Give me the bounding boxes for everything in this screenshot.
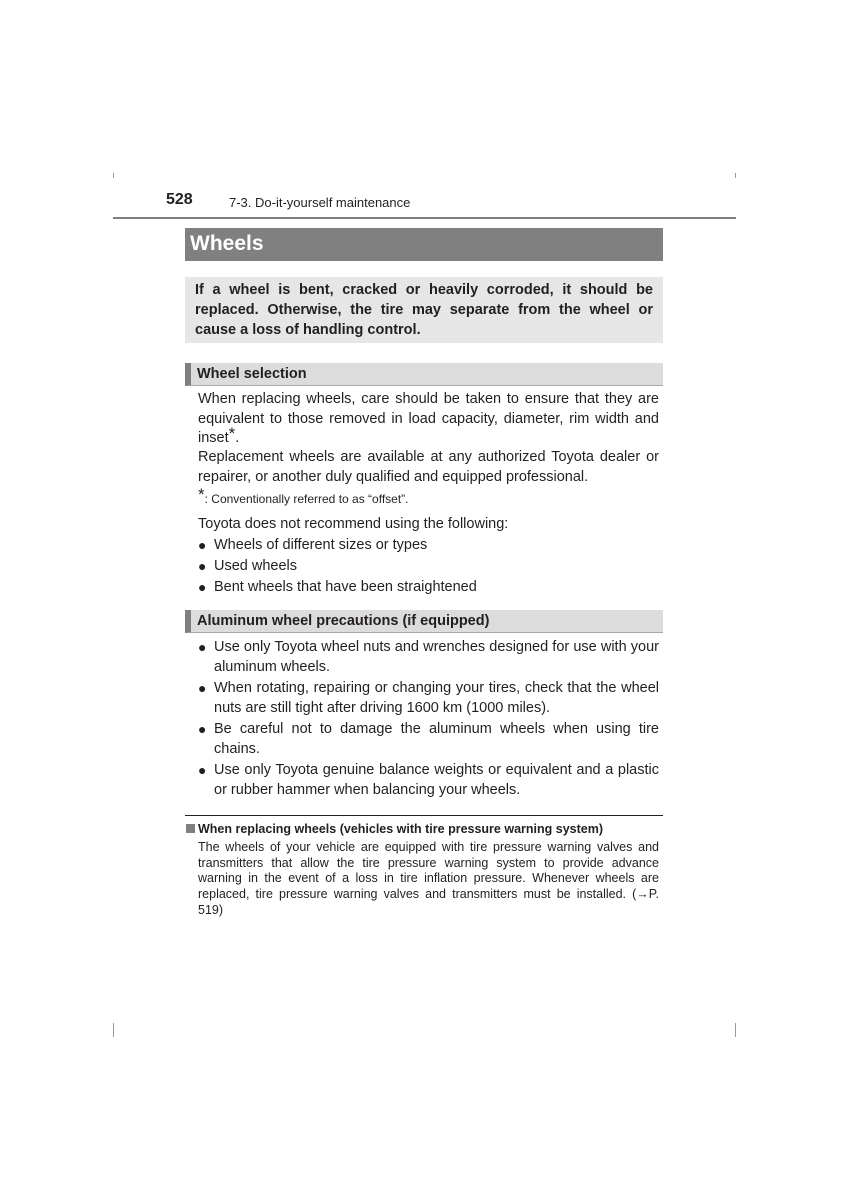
bullet-icon: ●	[198, 680, 207, 696]
note-heading-text: When replacing wheels (vehicles with tire pressure warning system)	[198, 822, 603, 836]
bullet-icon: ●	[198, 639, 207, 655]
bullet-icon: ●	[198, 558, 207, 574]
asterisk-mark: *	[228, 424, 236, 443]
crop-mark-bottom-left	[113, 1023, 114, 1037]
square-bullet-icon	[186, 824, 195, 833]
footnote-asterisk: *	[198, 485, 205, 504]
wheel-selection-paragraph-1	[198, 390, 659, 449]
not-recommended-list	[198, 536, 659, 598]
list-item: ● When rotating, repairing or changing your tires, check that the wheel nuts are still tight after driving 1600 km (1000 miles).	[198, 680, 659, 716]
list-item: ● Wheels of different sizes or types	[198, 536, 659, 556]
bullet-icon: ●	[198, 537, 207, 553]
not-recommended-intro: Toyota does not recommend using the following:	[198, 516, 509, 532]
list-item: ● Bent wheels that have been straightened	[198, 578, 659, 598]
page-number: 528	[166, 191, 193, 208]
footnote-text: : Conventionally referred to as “offset”.	[204, 492, 409, 506]
bullet-icon: ●	[198, 579, 207, 595]
wheel-selection-paragraph-2: Replacement wheels are available at any authorized Toyota dealer or repairer, or another duly qualified and equipped professional.	[198, 449, 659, 485]
note-heading	[186, 822, 603, 836]
wheel-selection-text: When replacing wheels, care should be taken to ensure that they are equivalent to those removed in load capacity, diameter, rim width and inset	[198, 391, 659, 446]
bullet-icon: ●	[198, 721, 207, 737]
aluminum-heading: Aluminum wheel precautions (if equipped)	[185, 610, 663, 633]
crop-mark-bottom-right	[735, 1023, 736, 1037]
list-item: ● Be careful not to damage the aluminum wheels when using tire chains.	[198, 721, 659, 757]
list-item: ● Use only Toyota wheel nuts and wrenches designed for use with your aluminum wheels.	[198, 639, 659, 675]
footnote	[198, 485, 409, 507]
aluminum-precautions-list	[198, 638, 659, 800]
page-title: Wheels	[185, 228, 663, 261]
crop-mark-top-right	[735, 173, 736, 178]
paragraph-end: .	[235, 430, 240, 446]
divider	[185, 815, 663, 816]
list-item: ● Used wheels	[198, 557, 659, 577]
wheel-selection-heading: Wheel selection	[185, 363, 663, 386]
list-item: ● Use only Toyota genuine balance weights or equivalent and a plastic or rubber hammer when balancing your wheels.	[198, 762, 659, 798]
section-label: 7-3. Do-it-yourself maintenance	[229, 195, 411, 210]
bullet-icon: ●	[198, 762, 207, 778]
note-body: The wheels of your vehicle are equipped with tire pressure warning valves and transmitters that allow the tire pressure warning system to provide advance warning in the event of a loss in tire inflation pressure. Whenever wheels are replaced, tire pressure warning valves and transmitters must be installed. (→P. 519)	[198, 840, 659, 917]
page-header	[113, 190, 736, 219]
warning-box: If a wheel is bent, cracked or heavily corroded, it should be replaced. Otherwise, the tire may separate from the wheel or cause a loss of handling control.	[185, 277, 663, 343]
crop-mark-top-left	[113, 173, 114, 178]
